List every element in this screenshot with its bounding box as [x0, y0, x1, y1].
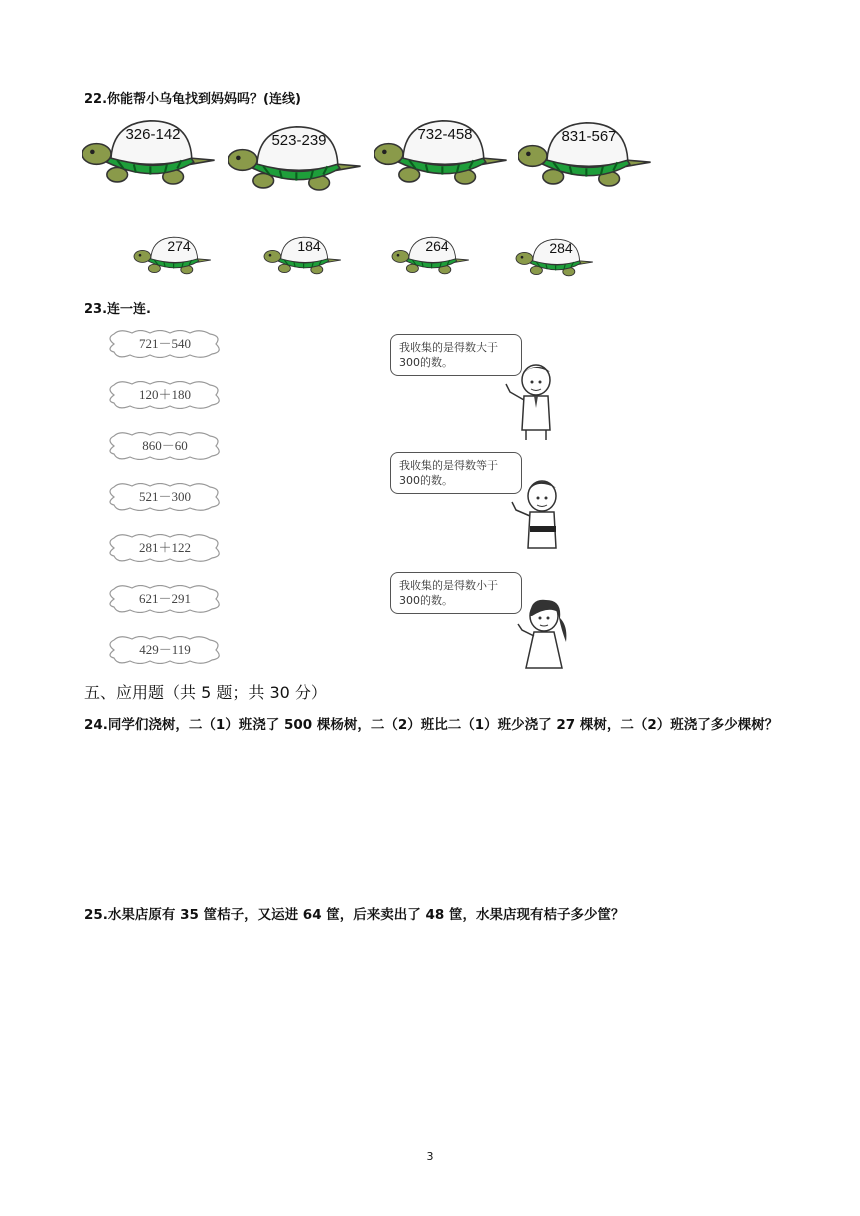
- small-turtle-number: 184: [297, 238, 321, 254]
- big-turtle-4: [518, 120, 663, 194]
- question-23-title: 23.连一连.: [84, 302, 151, 317]
- page-number: 3: [426, 1150, 434, 1163]
- big-turtle-expression: 831-567: [561, 128, 617, 145]
- small-turtle-3: [386, 236, 482, 278]
- expression-cloud: [106, 381, 224, 409]
- boy-figure-1: [500, 362, 566, 442]
- small-turtle-number: 274: [167, 238, 191, 254]
- expression-cloud: [106, 636, 224, 664]
- expression-text: 721－540: [138, 336, 191, 351]
- question-25-text: 25.水果店原有 35 筐桔子，又运进 64 筐，后来卖出了 48 筐，水果店现有桔子多少筐？: [84, 907, 625, 923]
- big-turtle-2: [228, 124, 373, 198]
- expression-text: 621－291: [138, 591, 191, 606]
- big-turtle-1: [82, 118, 227, 192]
- small-turtle-number: 284: [549, 240, 573, 256]
- girl-figure: [512, 596, 578, 676]
- expression-cloud: [106, 585, 224, 613]
- expression-text: 521－300: [138, 489, 191, 504]
- expression-text: 429－119: [139, 642, 191, 657]
- expression-text: 120＋180: [138, 387, 191, 402]
- expression-cloud: [106, 432, 224, 460]
- question-22-title: 22.你能帮小乌龟找到妈妈吗？(连线): [84, 92, 301, 107]
- small-turtle-1: [128, 236, 224, 278]
- expression-text: 281＋122: [138, 540, 191, 555]
- speech-bubble-less: 我收集的是得数小于300的数。: [390, 572, 522, 614]
- expression-cloud: [106, 330, 224, 358]
- big-turtle-expression: 732-458: [417, 126, 473, 143]
- small-turtle-2: [258, 236, 354, 278]
- expression-text: 860－60: [142, 438, 188, 453]
- speech-bubble-greater: 我收集的是得数大于300的数。: [390, 334, 522, 376]
- big-turtle-expression: 523-239: [271, 132, 327, 149]
- small-turtle-number: 264: [425, 238, 449, 254]
- expression-cloud: [106, 483, 224, 511]
- boy-figure-2: [508, 476, 574, 556]
- speech-bubble-equal: 我收集的是得数等于300的数。: [390, 452, 522, 494]
- big-turtle-3: [374, 118, 519, 192]
- big-turtle-expression: 326-142: [125, 126, 181, 143]
- section-5-title: 五、应用题（共 5 题；共 30 分）: [84, 683, 327, 702]
- expression-cloud: [106, 534, 224, 562]
- small-turtle-4: [510, 238, 606, 280]
- question-24-text: 24.同学们浇树，二（1）班浇了 500 棵杨树，二（2）班比二（1）班少浇了 27 棵树，二（2）班浇了多少棵树？: [84, 717, 779, 733]
